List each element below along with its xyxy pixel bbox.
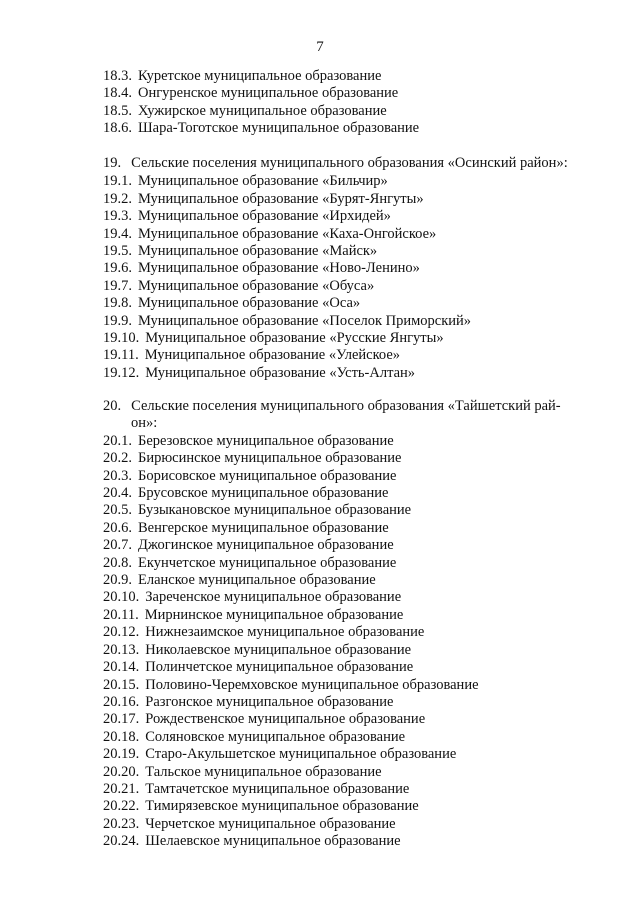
list-item [103, 191, 623, 208]
list-item [103, 589, 623, 606]
list-item [103, 450, 623, 467]
item-number: 20.3. [103, 467, 132, 484]
heading-text: Сельские поселения муниципального образования «Осинский район»: [131, 155, 568, 171]
item-text: Шара-Тоготское муниципальное образование [138, 120, 420, 137]
item-text: Николаевское муниципальное образование [145, 641, 412, 658]
list-item [103, 173, 623, 190]
list-item [103, 260, 623, 277]
item-text: Старо-Акульшетское муниципальное образование [145, 746, 457, 763]
item-text: Рождественское муниципальное образование [145, 711, 426, 728]
item-text: Тальское муниципальное образование [145, 763, 382, 780]
item-number: 19.3. [103, 208, 132, 225]
list-item [103, 555, 623, 572]
item-text: Муниципальное образование «Бурят-Янгуты» [138, 190, 424, 207]
section-19-list [103, 155, 623, 382]
item-number: 20.6. [103, 519, 132, 536]
list-item [103, 537, 623, 554]
item-number: 20.18. [103, 728, 140, 745]
item-text: Брусовское муниципальное образование [138, 485, 389, 502]
item-text: Муниципальное образование «Каха-Онгойское» [138, 225, 437, 242]
list-item [103, 468, 623, 485]
item-text: Венгерское муниципальное образование [138, 519, 389, 536]
item-number: 20.9. [103, 572, 132, 589]
item-text: Муниципальное образование «Русские Янгуты» [145, 330, 444, 347]
item-number: 20.15. [103, 676, 140, 693]
item-text: Муниципальное образование «Поселок Приморский» [138, 312, 472, 329]
list-item [103, 68, 623, 85]
item-text: Екунчетское муниципальное образование [138, 554, 397, 571]
page-number: 7 [316, 39, 324, 55]
item-number: 20.21. [103, 780, 140, 797]
item-number: 19.1. [103, 173, 132, 190]
item-number: 20.1. [103, 432, 132, 449]
list-item [103, 520, 623, 537]
list-item [103, 208, 623, 225]
item-number: 19.4. [103, 225, 132, 242]
item-number: 20.20. [103, 763, 140, 780]
item-number: 20.11. [103, 606, 139, 623]
item-text: Джогинское муниципальное образование [138, 537, 394, 554]
heading-text-line2: он»: [131, 415, 158, 432]
list-item [103, 330, 623, 347]
item-text: Еланское муниципальное образование [138, 572, 376, 589]
item-text: Зареченское муниципальное образование [145, 589, 402, 606]
section-20-list [103, 398, 623, 851]
item-number: 19.2. [103, 190, 132, 207]
item-number: 19.5. [103, 243, 132, 260]
item-number: 20.8. [103, 554, 132, 571]
item-number: 20.10. [103, 589, 140, 606]
item-text: Мирнинское муниципальное образование [144, 606, 404, 623]
item-number: 20.23. [103, 815, 140, 832]
list-item [103, 694, 623, 711]
item-number: 20.13. [103, 641, 140, 658]
item-text: Березовское муниципальное образование [138, 432, 394, 449]
item-text: Муниципальное образование «Майск» [138, 243, 378, 260]
list-item [103, 365, 623, 382]
list-item [103, 85, 623, 102]
list-item [103, 347, 623, 364]
item-number: 20.4. [103, 485, 132, 502]
item-number: 19.11. [103, 347, 139, 364]
list-item [103, 278, 623, 295]
item-text: Муниципальное образование «Оса» [138, 295, 361, 312]
item-number: 19.10. [103, 330, 140, 347]
item-number: 20.22. [103, 798, 140, 815]
item-number: 18.3. [103, 68, 132, 84]
item-number: 19.12. [103, 364, 140, 381]
item-text: Муниципальное образование «Ново-Ленино» [138, 260, 420, 277]
list-item [103, 816, 623, 833]
item-number: 20.16. [103, 693, 140, 710]
section-heading [103, 155, 623, 172]
list-item [103, 764, 623, 781]
item-number: 20.17. [103, 711, 140, 728]
item-number: 19.8. [103, 295, 132, 312]
item-text: Муниципальное образование «Улейское» [144, 347, 401, 364]
item-text: Тамтачетское муниципальное образование [145, 780, 410, 797]
item-text: Нижнезаимское муниципальное образование [145, 624, 425, 641]
heading-number: 19. [103, 155, 122, 171]
list-item [103, 711, 623, 728]
list-item [103, 659, 623, 676]
item-text: Соляновское муниципальное образование [145, 728, 406, 745]
list-item [103, 798, 623, 815]
item-text: Онгуренское муниципальное образование [138, 85, 399, 102]
item-number: 20.14. [103, 659, 140, 676]
list-item [103, 103, 623, 120]
item-text: Черчетское муниципальное образование [145, 815, 396, 832]
list-item [103, 729, 623, 746]
item-number: 19.9. [103, 312, 132, 329]
list-item [103, 833, 623, 850]
item-text: Муниципальное образование «Ирхидей» [138, 208, 391, 225]
item-text: Муниципальное образование «Бильчир» [138, 173, 388, 190]
item-number: 20.2. [103, 450, 132, 467]
item-number: 20.5. [103, 502, 132, 519]
list-item [103, 313, 623, 330]
item-number: 20.19. [103, 746, 140, 763]
list-item [103, 624, 623, 641]
list-item [103, 607, 623, 624]
list-item [103, 642, 623, 659]
item-text: Бирюсинское муниципальное образование [138, 450, 402, 467]
item-number: 19.7. [103, 277, 132, 294]
section-18-list [103, 68, 623, 138]
item-text: Хужирское муниципальное образование [138, 102, 387, 119]
item-text: Муниципальное образование «Усть-Алтан» [145, 364, 416, 381]
item-text: Тимирязевское муниципальное образование [145, 798, 419, 815]
list-item [103, 433, 623, 450]
list-item [103, 295, 623, 312]
item-text: Муниципальное образование «Обуса» [138, 277, 375, 294]
item-text: Бузыкановское муниципальное образование [138, 502, 412, 519]
list-item [103, 120, 623, 137]
list-item [103, 746, 623, 763]
item-number: 18.4. [103, 85, 132, 102]
list-item [103, 226, 623, 243]
item-text: Куретское муниципальное образование [138, 68, 382, 84]
item-number: 20.7. [103, 537, 132, 554]
list-item [103, 502, 623, 519]
item-text: Разгонское муниципальное образование [145, 693, 394, 710]
item-number: 20.12. [103, 624, 140, 641]
list-item [103, 572, 623, 589]
list-item [103, 243, 623, 260]
item-number: 19.6. [103, 260, 132, 277]
heading-text-line1: Сельские поселения муниципального образования «Тайшетский рай- [131, 398, 561, 414]
section-heading [103, 398, 623, 433]
item-number: 20.24. [103, 833, 140, 850]
list-item [103, 677, 623, 694]
item-text: Шелаевское муниципальное образование [145, 833, 401, 850]
item-number: 18.6. [103, 120, 132, 137]
item-text: Половино-Черемховское муниципальное образование [145, 676, 479, 693]
item-text: Борисовское муниципальное образование [138, 467, 397, 484]
item-number: 18.5. [103, 102, 132, 119]
list-item [103, 781, 623, 798]
item-text: Полинчетское муниципальное образование [145, 659, 414, 676]
heading-number: 20. [103, 398, 122, 414]
list-item [103, 485, 623, 502]
